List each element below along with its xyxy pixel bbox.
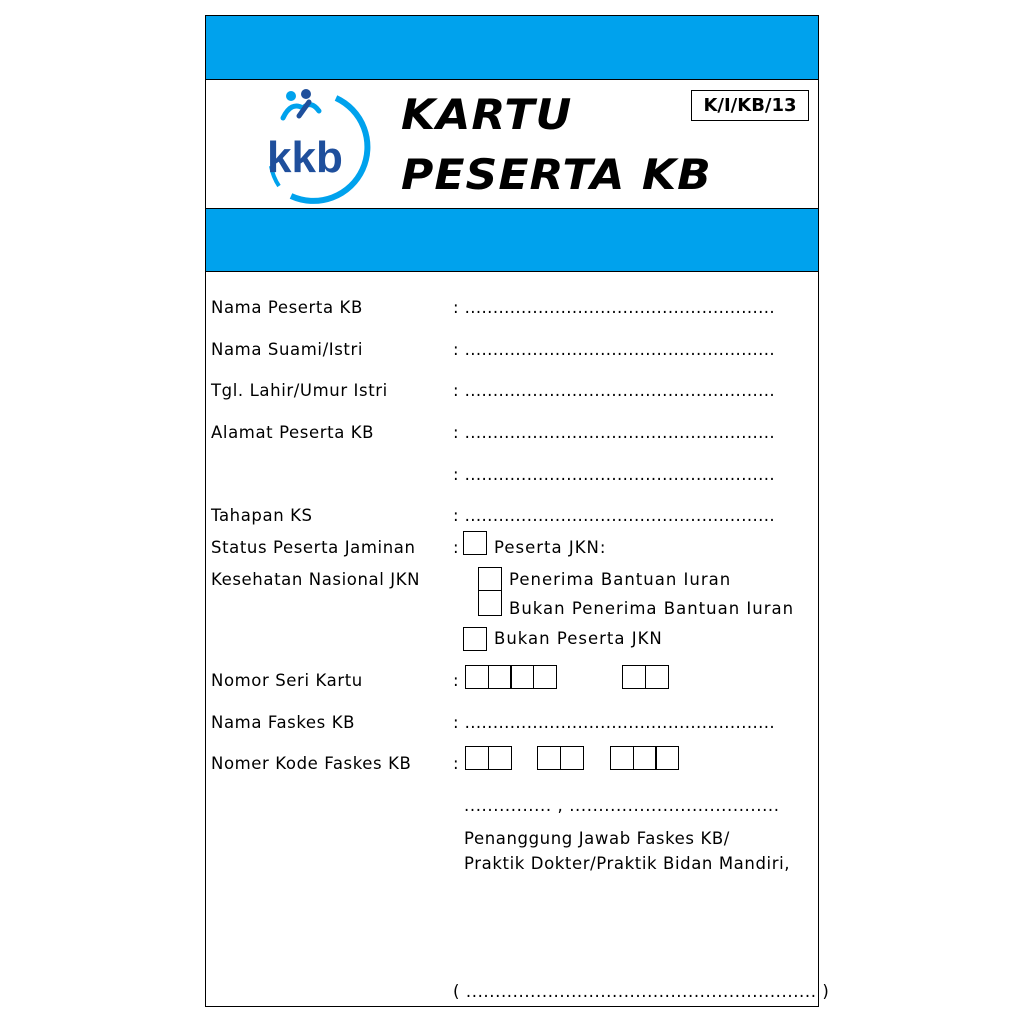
checkbox-peserta-jkn[interactable] bbox=[463, 531, 487, 555]
serial-cells-group-1[interactable] bbox=[466, 665, 557, 689]
checkbox-bukan-peserta[interactable] bbox=[463, 627, 487, 651]
signature-name-line[interactable]: ( ............................................................ ) bbox=[453, 982, 830, 1001]
signature-role-line-1: Penanggung Jawab Faskes KB/ bbox=[464, 829, 730, 848]
logo-text: kkb bbox=[267, 133, 343, 182]
field-tahapan-ks[interactable]: : ....................................................... bbox=[453, 506, 776, 525]
faskes-code-cells-group-2[interactable] bbox=[538, 746, 584, 770]
label-nama-faskes: Nama Faskes KB bbox=[211, 713, 356, 732]
kkb-logo-icon bbox=[261, 86, 381, 211]
signature-place-date[interactable]: ............... , .................................... bbox=[464, 796, 780, 815]
serial-cells-group-2[interactable] bbox=[623, 665, 669, 689]
label-nama-suami-istri: Nama Suami/Istri bbox=[211, 340, 364, 359]
label-nomor-seri: Nomor Seri Kartu bbox=[211, 671, 363, 690]
title-line-2: PESERTA KB bbox=[401, 150, 712, 199]
jkn-colon: : bbox=[453, 538, 459, 557]
option-non-pbi: Bukan Penerima Bantuan Iuran bbox=[509, 599, 795, 618]
option-bukan-peserta: Bukan Peserta JKN bbox=[494, 629, 663, 648]
field-nama-suami-istri[interactable]: : ....................................................... bbox=[453, 340, 776, 359]
label-jkn-line-1: Status Peserta Jaminan bbox=[211, 538, 416, 557]
label-nama-peserta: Nama Peserta KB bbox=[211, 298, 363, 317]
field-tgl-lahir[interactable]: : ....................................................... bbox=[453, 381, 776, 400]
label-kode-faskes: Nomer Kode Faskes KB bbox=[211, 754, 412, 773]
checkbox-non-pbi[interactable] bbox=[478, 590, 502, 616]
faskes-code-cells-group-1[interactable] bbox=[466, 746, 512, 770]
field-alamat-1[interactable]: : ....................................................... bbox=[453, 423, 776, 442]
field-alamat-2[interactable]: : ....................................................... bbox=[453, 465, 776, 484]
serial-colon: : bbox=[453, 671, 459, 690]
field-nama-peserta[interactable]: : ....................................................... bbox=[453, 298, 776, 317]
middle-band bbox=[206, 208, 818, 272]
top-band bbox=[206, 16, 818, 80]
faskes-code-cells-group-3[interactable] bbox=[611, 746, 679, 770]
signature-role-line-2: Praktik Dokter/Praktik Bidan Mandiri, bbox=[464, 854, 791, 873]
title-line-1: KARTU bbox=[401, 90, 573, 139]
field-nama-faskes[interactable]: : ....................................................... bbox=[453, 713, 776, 732]
checkbox-pbi[interactable] bbox=[478, 567, 502, 591]
label-tgl-lahir: Tgl. Lahir/Umur Istri bbox=[211, 381, 388, 400]
option-peserta-jkn: Peserta JKN: bbox=[494, 538, 607, 557]
faskes-code-colon: : bbox=[453, 754, 459, 773]
label-tahapan-ks: Tahapan KS bbox=[211, 506, 313, 525]
label-alamat: Alamat Peserta KB bbox=[211, 423, 375, 442]
form-code: K/I/KB/13 bbox=[691, 90, 809, 121]
kb-card bbox=[205, 15, 830, 1007]
label-jkn-line-2: Kesehatan Nasional JKN bbox=[211, 570, 421, 589]
option-pbi: Penerima Bantuan Iuran bbox=[509, 570, 732, 589]
